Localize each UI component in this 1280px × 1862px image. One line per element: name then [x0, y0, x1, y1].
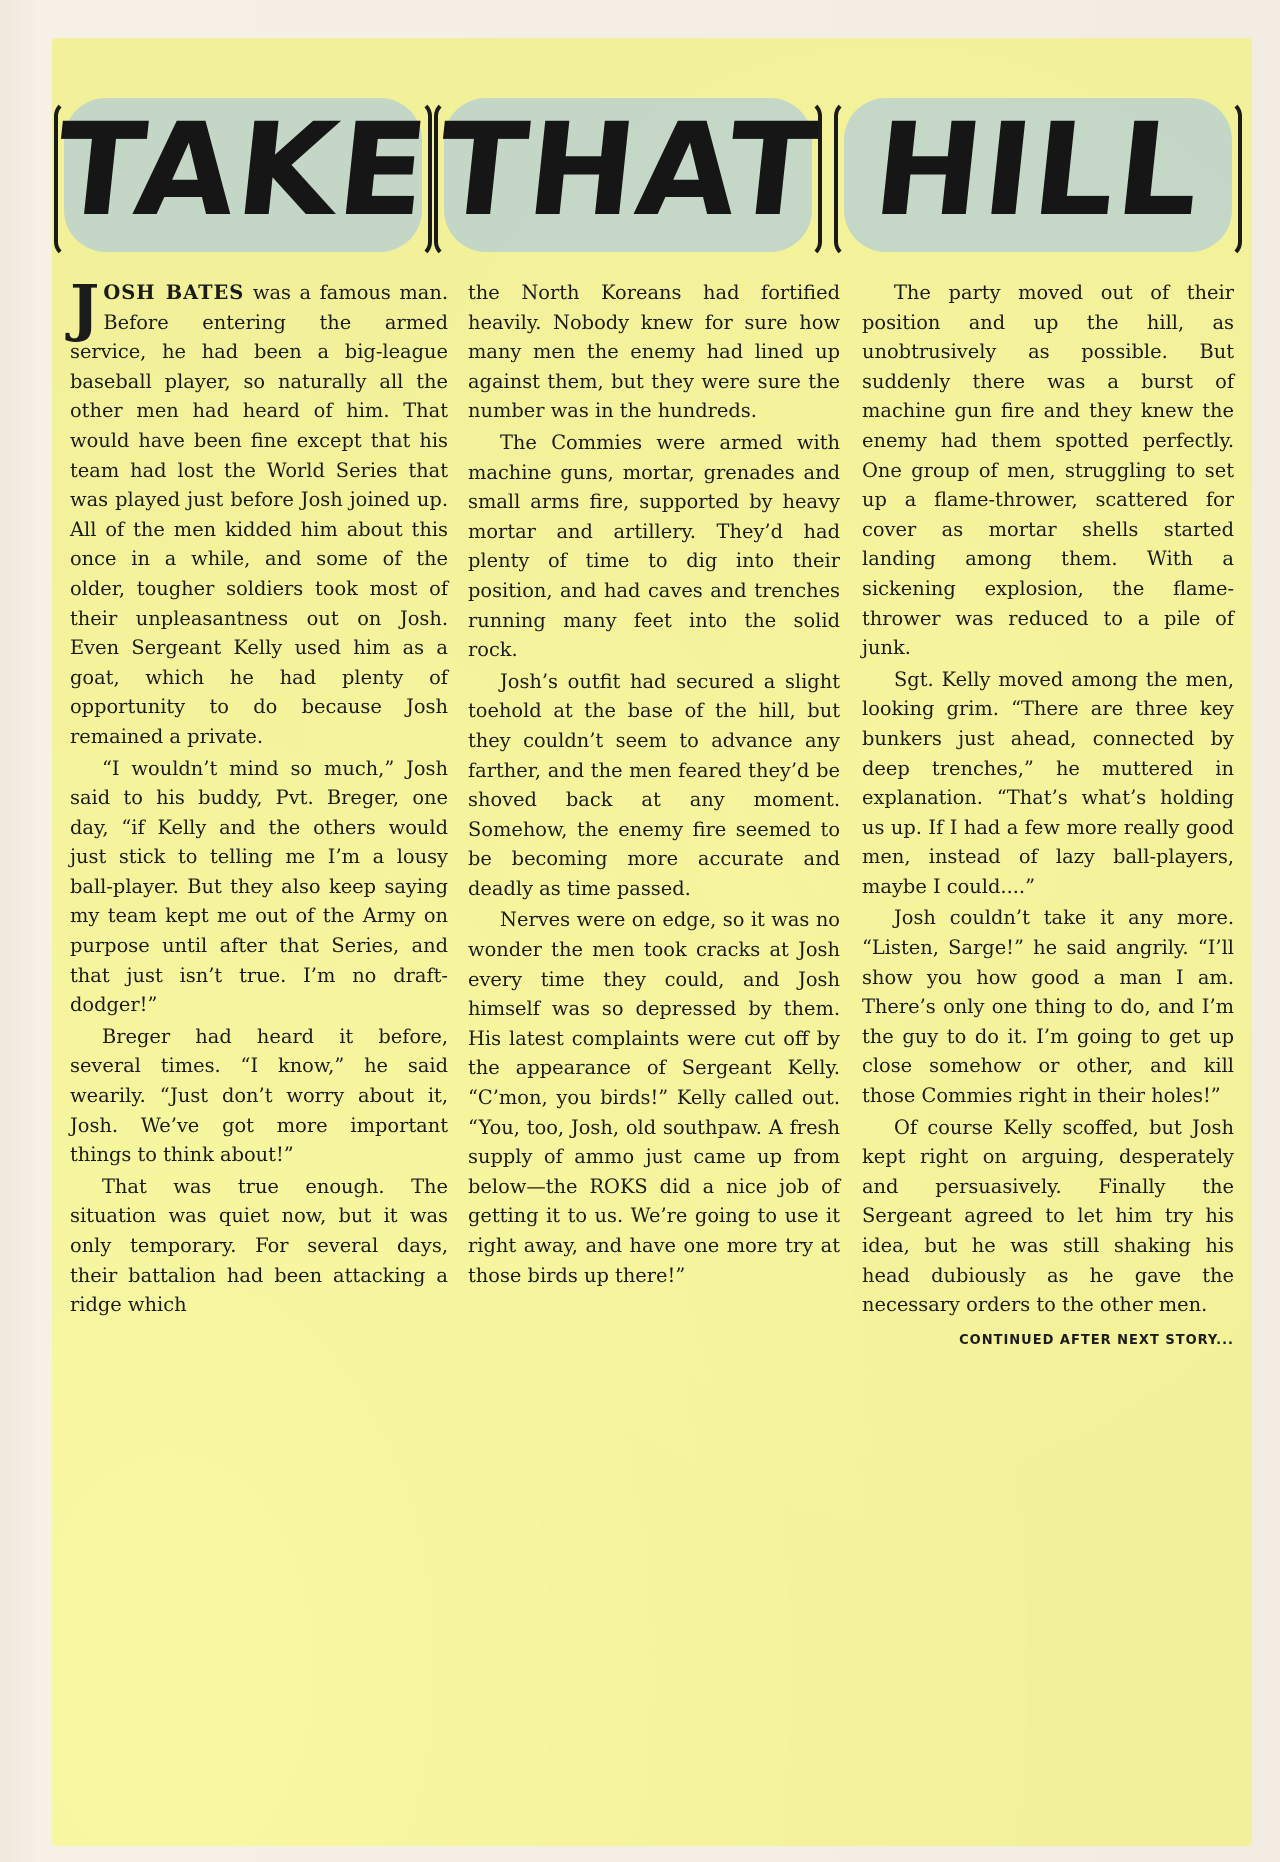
- paragraph: the North Koreans had fortified heavily. Nobody knew for sure how many men the enemy had lined up against them, but they were sure the number was in the hundreds.: [468, 281, 840, 423]
- paragraph: Josh’s outfit had secured a slight toehold at the base of the hill, but they couldn’t seem to advance any farther, and the men feared they’d be shoved back at any moment. Somehow, the enemy fire seemed to be becoming more accurate and deadly as time passed.: [468, 669, 840, 900]
- story-title: [49, 70, 1243, 270]
- paragraph: The party moved out of their position and up the hill, as unobtrusively as possible. But suddenly there was a burst of machine gun fire and they knew the enemy had them spotted perfectly. One group of men, struggling to set up a flame-thrower, scattered for cover as mortar shells started landing among them. With a sickening explosion, the flame-thrower was reduced to a pile of junk.: [862, 281, 1234, 660]
- paragraph: Of course Kelly scoffed, but Josh kept right on arguing, desperately and persuasively. Finally the Sergeant agreed to let him try his idea, but he was still shaking his head dubiously as he gave the necessary orders to the other men.: [862, 1115, 1234, 1317]
- column-1: [70, 271, 448, 1355]
- paragraph: Josh couldn’t take it any more. “Listen, Sarge!” he said angrily. “I’ll show you how good a man I am. There’s only one thing to do, and I’m the guy to do it. I’m going to get up close somehow or other, and kill those Commies right in their holes!”: [862, 906, 1234, 1108]
- title-bracket: [790, 100, 822, 258]
- column-2: [468, 278, 840, 1355]
- title-word-hill: [838, 70, 1238, 270]
- paragraph-text: was a famous man. Before entering the armed service, he had been a big-league baseball player, so naturally all the other men had heard of him. That would have been fine except that his team had lost the World Series that was played just before Josh joined up. All of the men kidded him about this once in a while, and some of the older, tougher soldiers took most of their unpleasantness out on Josh. Even Sergeant Kelly used him as a goat, which he had plenty of opportunity to do because Josh remained a private.: [70, 281, 448, 748]
- paragraph: The Commies were armed with machine guns, mortar, grenades and small arms fire, supported by heavy mortar and artillery. They’d had plenty of time to dig into their position, and had caves and trenches running many feet into the solid rock.: [468, 430, 840, 662]
- paragraph: Breger had heard it before, several times. “I know,” he said wearily. “Just don’t worry about it, Josh. We’ve got more important things to think about!”: [70, 1024, 448, 1167]
- drop-cap: J: [70, 271, 100, 344]
- paragraph: Sgt. Kelly moved among the men, looking grim. “There are three key bunkers just ahead, connected by deep trenches,” he muttered in explanation. “That’s what’s holding us up. If I had a few more really good men, instead of lazy ball-players, maybe I could....”: [862, 667, 1234, 898]
- paragraph: Nerves were on edge, so it was no wonder the men took cracks at Josh every time they could, and Josh himself was so depressed by them. His latest complaints were cut off by the appearance of Sergeant Kelly. “C’mon, you birds!” Kelly called out. “You, too, Josh, old southpaw. A fresh supply of ammo just came up from below—the ROKS did a nice job of getting it to us. We’re going to use it right away, and have one more try at those birds up there!”: [468, 908, 840, 1287]
- paragraph: [70, 271, 448, 752]
- title-text: HILL: [867, 95, 1209, 245]
- title-bracket: [1210, 100, 1242, 258]
- story-columns: [70, 271, 1250, 1355]
- title-word-that: [430, 70, 826, 270]
- paragraph: That was true enough. The situation was quiet now, but it was only temporary. For several days, their battalion had been attacking a ridge which: [70, 1174, 448, 1317]
- title-text: THAT: [430, 95, 826, 245]
- title-word-take: [49, 70, 437, 270]
- title-bracket: [400, 100, 432, 258]
- title-bracket: [834, 100, 866, 258]
- column-3: [862, 278, 1234, 1355]
- paragraph: “I wouldn’t mind so much,” Josh said to his buddy, Pvt. Breger, one day, “if Kelly and the others would just stick to telling me I’m a lousy ball-player. But they also keep saying my team kept me out of the Army on purpose until after that Series, and that just isn’t true. I’m no draft-dodger!”: [70, 756, 448, 1017]
- continued-note: CONTINUED AFTER NEXT STORY...: [959, 1332, 1234, 1348]
- lead-in: OSH BATES: [103, 281, 245, 304]
- title-text: TAKE: [49, 95, 437, 245]
